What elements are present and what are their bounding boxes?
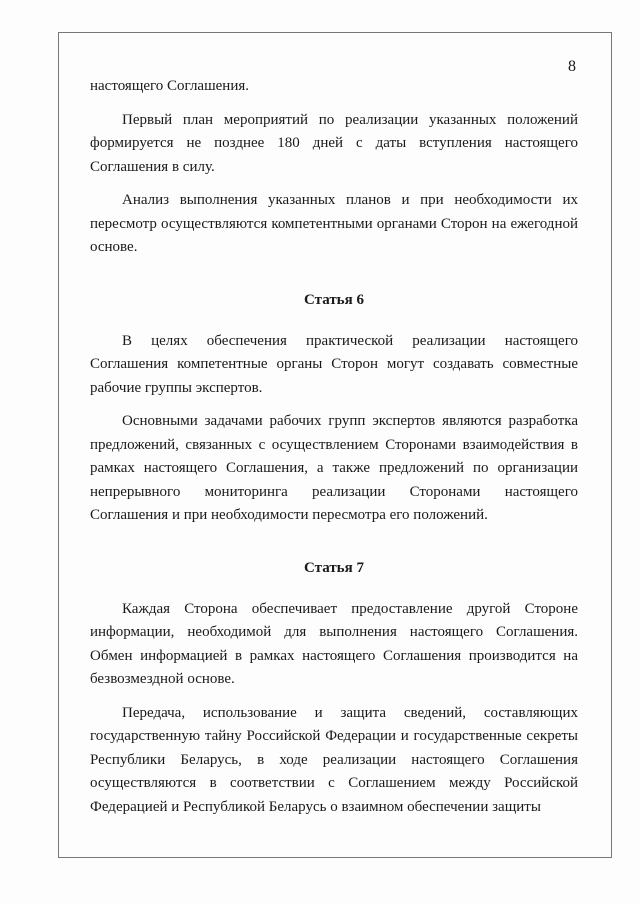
paragraph: Первый план мероприятий по реализации указанных положений формируется не позднее 180 дней с даты вступления настоящего Соглашения в силу. [90, 111, 578, 175]
page-number: 8 [568, 58, 576, 75]
paragraph: Анализ выполнения указанных планов и при необходимости их пересмотр осуществляются компетентными органами Сторон на ежегодной основе. [90, 192, 578, 255]
paragraph: Передача, использование и защита сведений, составляющих государственную тайну Российской Федерации и государственные секреты Республики Беларусь, в ходе реализации настоящего Соглашения осуществляются в соответствии с Соглашением между Российской Федерацией и Республикой Беларусь о взаимном обеспечении защиты [90, 704, 578, 815]
paragraph: Основными задачами рабочих групп экспертов являются разработка предложений, связанных с осуществлением Сторонами взаимодействия в рамках настоящего Соглашения, а также предложений по организации непрерывного мониторинга реализации Сторонами настоящего Соглашения и при необходимости пересмотра его положений. [90, 413, 578, 523]
document-body [90, 75, 578, 829]
paragraph-continuation: настоящего Соглашения. [90, 78, 250, 94]
article-7-heading: Статья 7 [304, 559, 364, 576]
article-6-heading: Статья 6 [304, 291, 364, 308]
paragraph: Каждая Сторона обеспечивает предоставление другой Стороне информации, необходимой для выполнения настоящего Соглашения. Обмен информацией в рамках настоящего Соглашения производится на безвозмездной основе. [90, 600, 578, 687]
paragraph: В целях обеспечения практической реализации настоящего Соглашения компетентные органы Сторон могут создавать совместные рабочие группы экспертов. [90, 332, 578, 396]
